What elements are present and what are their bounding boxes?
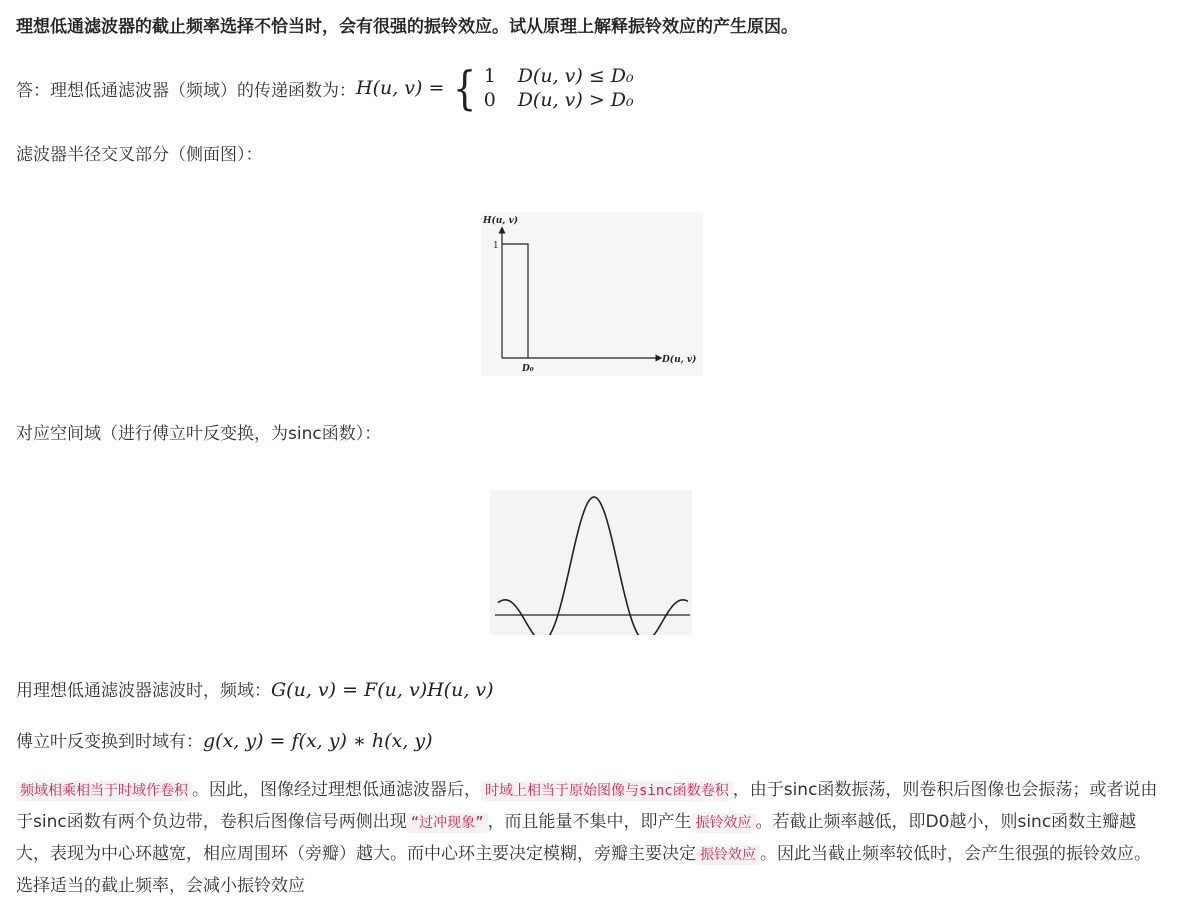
x-tick-label: D₀: [522, 364, 534, 374]
y-axis-label: H(u, v): [483, 216, 519, 226]
time-domain-text: 傅立叶反变换到时域有：: [16, 732, 203, 752]
paragraph-text-5: 。因此当截止频率较低时，会产生很强的振铃效应。选择适当的截止频率，会减小振铃效应: [16, 844, 1151, 896]
spatial-domain-caption: 对应空间域（进行傅立叶反变换，为sinc函数）：: [16, 424, 382, 444]
left-brace: {: [453, 61, 477, 115]
side-view-caption: 滤波器半径交叉部分（侧面图）：: [16, 145, 263, 165]
paragraph-text-1: 。因此，图像经过理想低通滤波器后，: [192, 780, 481, 800]
y-tick-label: 1: [493, 241, 499, 251]
paragraph-text-2: ，由于sinc函数振荡，则卷积后图像也会振荡；或者说由于sinc函数有两个负边带，卷积后图像信号两侧出现: [16, 780, 1158, 832]
case1-condition: D(u, v) ≤ D₀: [517, 65, 634, 87]
x-axis-label: D(u, v): [662, 355, 697, 365]
ideal-filter-curve: [502, 244, 528, 358]
paragraph-text-3: ，而且能量不集中，即产生: [487, 812, 692, 832]
sinc-function-plot: [490, 490, 692, 635]
time-domain-formula: g(x, y) = f(x, y) ∗ h(x, y): [203, 730, 433, 752]
explanation-paragraph: [16, 775, 1166, 902]
inline-code-overshoot: “过冲现象”: [407, 813, 488, 833]
case1-value: 1: [483, 65, 496, 87]
frequency-domain-formula: G(u, v) = F(u, v)H(u, v): [271, 679, 494, 701]
answer-transfer-function: [16, 60, 634, 116]
question-heading: 理想低通滤波器的截止频率选择不恰当时，会有很强的振铃效应。试从原理上解释振铃效应的产生原因。: [16, 17, 798, 37]
case2-value: 0: [483, 89, 496, 111]
sinc-curve: [498, 497, 688, 635]
frequency-domain-text: 用理想低通滤波器滤波时，频域：: [16, 681, 271, 701]
case2-condition: D(u, v) > D₀: [517, 89, 634, 111]
time-domain-line: [16, 727, 432, 752]
transfer-function-lhs: H(u, v) =: [356, 77, 445, 99]
paragraph-text-4: 。若截止频率越低，即D0越小，则sinc函数主瓣越大，表现为中心环越宽，相应周围环（旁瓣）越大。而中心环主要决定模糊，旁瓣主要决定: [16, 812, 1137, 864]
piecewise-cases: [450, 61, 634, 115]
answer-prefix: 答：理想低通滤波器（频域）的传递函数为：: [16, 80, 356, 101]
inline-code-sinc-convolution: 时域上相当于原始图像与sinc函数卷积: [481, 781, 733, 801]
inline-code-convolution: 频域相乘相当于时域作卷积: [16, 781, 192, 801]
ideal-lowpass-profile-figure: [481, 212, 703, 376]
frequency-domain-line: [16, 676, 494, 701]
inline-code-ringing-2: 振铃效应: [696, 845, 760, 865]
sinc-function-figure: [490, 490, 692, 635]
inline-code-ringing-1: 振铃效应: [692, 813, 756, 833]
ideal-lowpass-profile-plot: [481, 212, 703, 376]
